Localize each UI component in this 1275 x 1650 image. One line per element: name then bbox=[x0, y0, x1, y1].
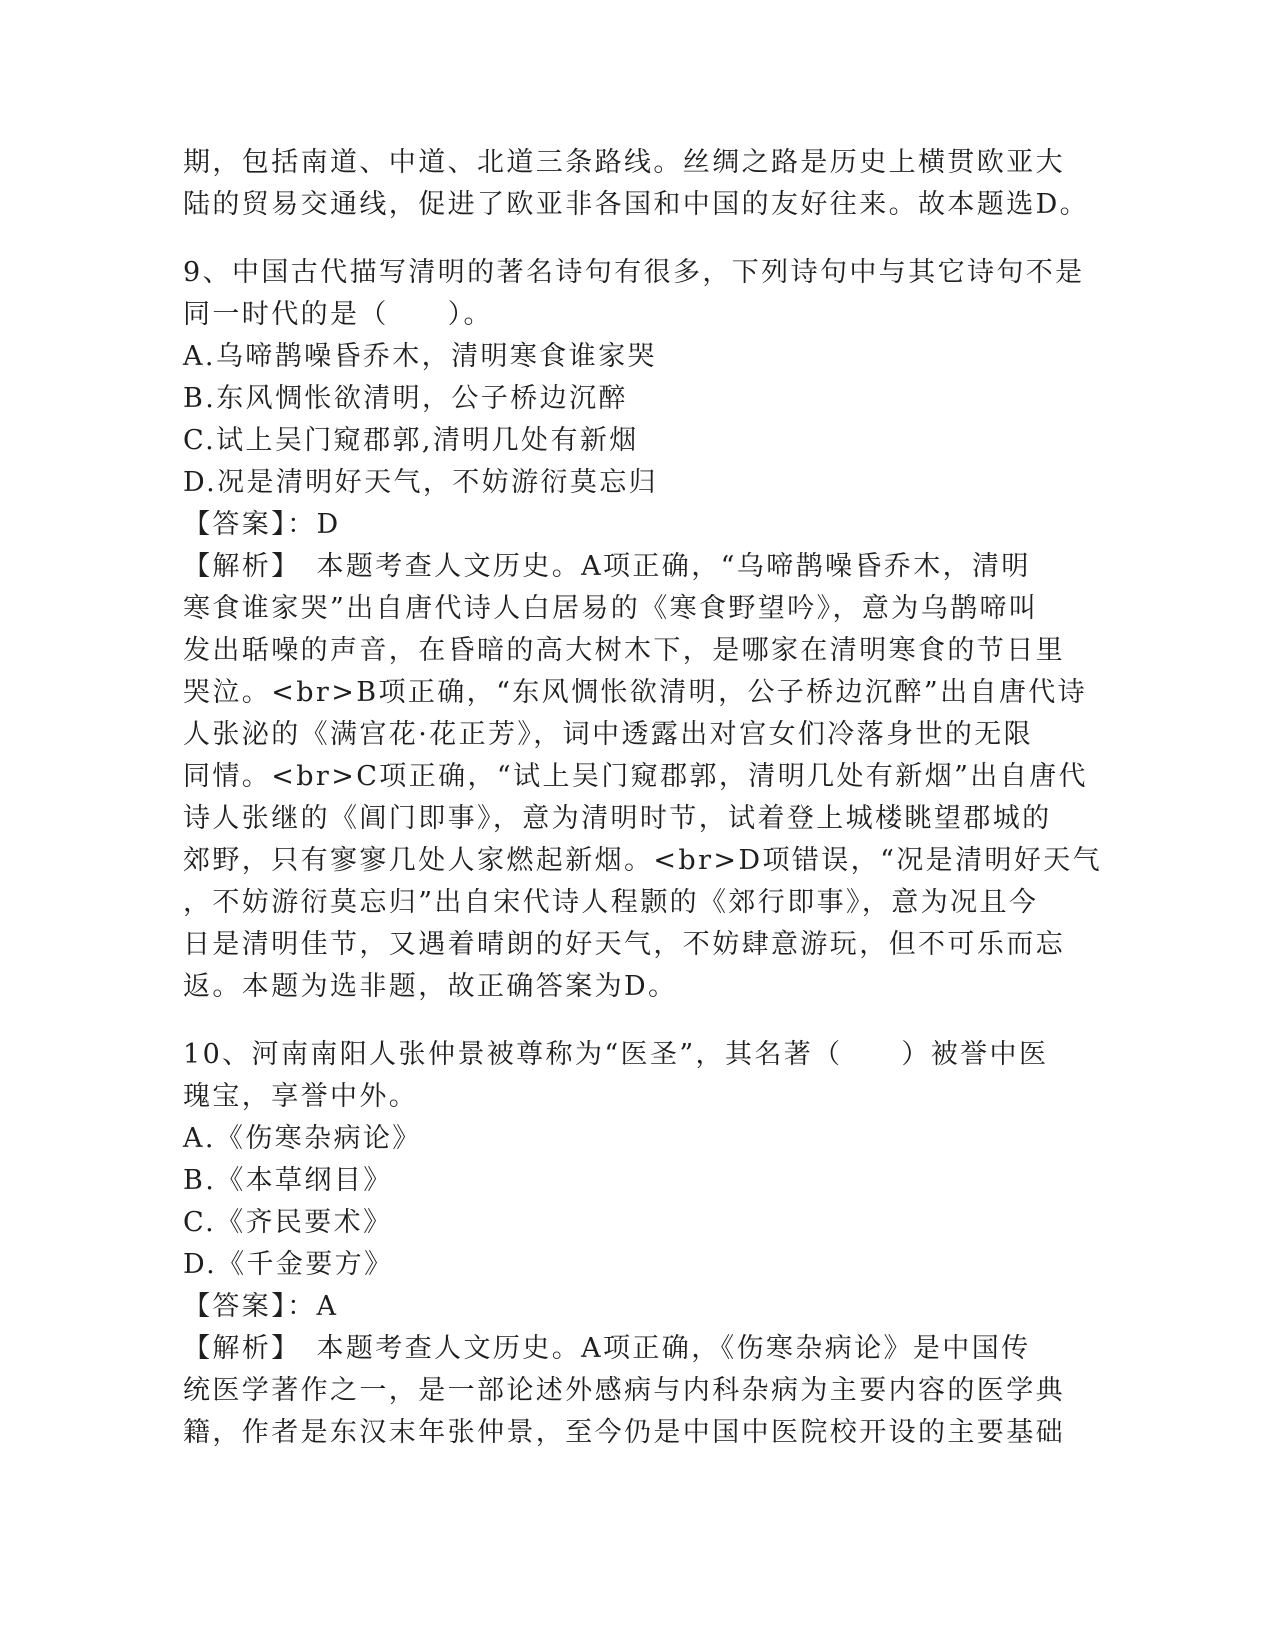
analysis-line: 寒食谁家哭”出自唐代诗人白居易的《寒食野望吟》，意为乌鹊啼叫 bbox=[183, 593, 1039, 624]
analysis-line: 郊野，只有寥寥几处人家燃起新烟。<br>D项错误，“况是清明好天气 bbox=[183, 845, 1103, 876]
option-c: C.试上吴门窥郡郭,清明几处有新烟 bbox=[183, 425, 639, 456]
text-line: 期，包括南道、中道、北道三条路线。丝绸之路是历史上横贯欧亚大 bbox=[183, 147, 1065, 178]
analysis-line: 哭泣。<br>B项正确，“东风惆怅欲清明，公子桥边沉醉”出自唐代诗 bbox=[183, 677, 1088, 708]
option-d: D.况是清明好天气，不妨游衍莫忘归 bbox=[183, 467, 659, 498]
question-9 bbox=[183, 252, 1103, 1008]
analysis-line: 籍，作者是东汉末年张仲景，至今仍是中国中医院校开设的主要基础 bbox=[183, 1417, 1065, 1448]
question-stem-line: 同一时代的是（ ）。 bbox=[183, 299, 493, 330]
question-stem-line: 瑰宝，享誉中外。 bbox=[183, 1081, 419, 1112]
analysis-line: 人张泌的《满宫花·花正芳》，词中透露出对宫女们冷落身世的无限 bbox=[183, 719, 1034, 750]
analysis-line: 统医学著作之一，是一部论述外感病与内科杂病为主要内容的医学典 bbox=[183, 1375, 1065, 1406]
question-stem-line: 10、河南南阳人张仲景被尊称为“医圣”，其名著（ ）被誉中医 bbox=[183, 1039, 1049, 1070]
analysis-line: ，不妨游衍莫忘归”出自宋代诗人程颢的《郊行即事》，意为况且今 bbox=[183, 887, 1039, 918]
option-a: A.《伤寒杂病论》 bbox=[183, 1123, 422, 1154]
option-c: C.《齐民要术》 bbox=[183, 1207, 393, 1238]
text-line: 陆的贸易交通线，促进了欧亚非各国和中国的友好往来。故本题选D。 bbox=[183, 189, 1090, 220]
document-page bbox=[183, 142, 1103, 1454]
option-b: B.东风惆怅欲清明，公子桥边沉醉 bbox=[183, 383, 628, 414]
option-d: D.《千金要方》 bbox=[183, 1249, 394, 1280]
analysis-line: 日是清明佳节，又遇着晴朗的好天气，不妨肆意游玩，但不可乐而忘 bbox=[183, 929, 1065, 960]
analysis-block bbox=[183, 1328, 1063, 1454]
analysis-line: 诗人张继的《阊门即事》，意为清明时节，试着登上城楼眺望郡城的 bbox=[183, 803, 1052, 834]
analysis-line: 【解析】 本题考查人文历史。A项正确，“乌啼鹊噪昏乔木，清明 bbox=[183, 551, 1031, 582]
analysis-line: 同情。<br>C项正确，“试上吴门窥郡郭，清明几处有新烟”出自唐代 bbox=[183, 761, 1088, 792]
analysis-line: 发出聒噪的声音，在昏暗的高大树木下，是哪家在清明寒食的节日里 bbox=[183, 635, 1065, 666]
analysis-line: 【解析】 本题考查人文历史。A项正确，《伤寒杂病论》是中国传 bbox=[183, 1333, 1031, 1364]
answer-line: 【答案】：A bbox=[183, 1291, 339, 1322]
analysis-line: 返。本题为选非题，故正确答案为D。 bbox=[183, 971, 678, 1002]
answer-line: 【答案】：D bbox=[183, 509, 341, 540]
option-b: B.《本草纲目》 bbox=[183, 1165, 393, 1196]
analysis-block bbox=[183, 546, 1103, 1008]
previous-answer-continuation bbox=[183, 142, 1090, 226]
question-10 bbox=[183, 1034, 1063, 1454]
question-stem-line: 9、中国古代描写清明的著名诗句有很多，下列诗句中与其它诗句不是 bbox=[183, 257, 1085, 288]
option-a: A.乌啼鹊噪昏乔木，清明寒食谁家哭 bbox=[183, 341, 657, 372]
